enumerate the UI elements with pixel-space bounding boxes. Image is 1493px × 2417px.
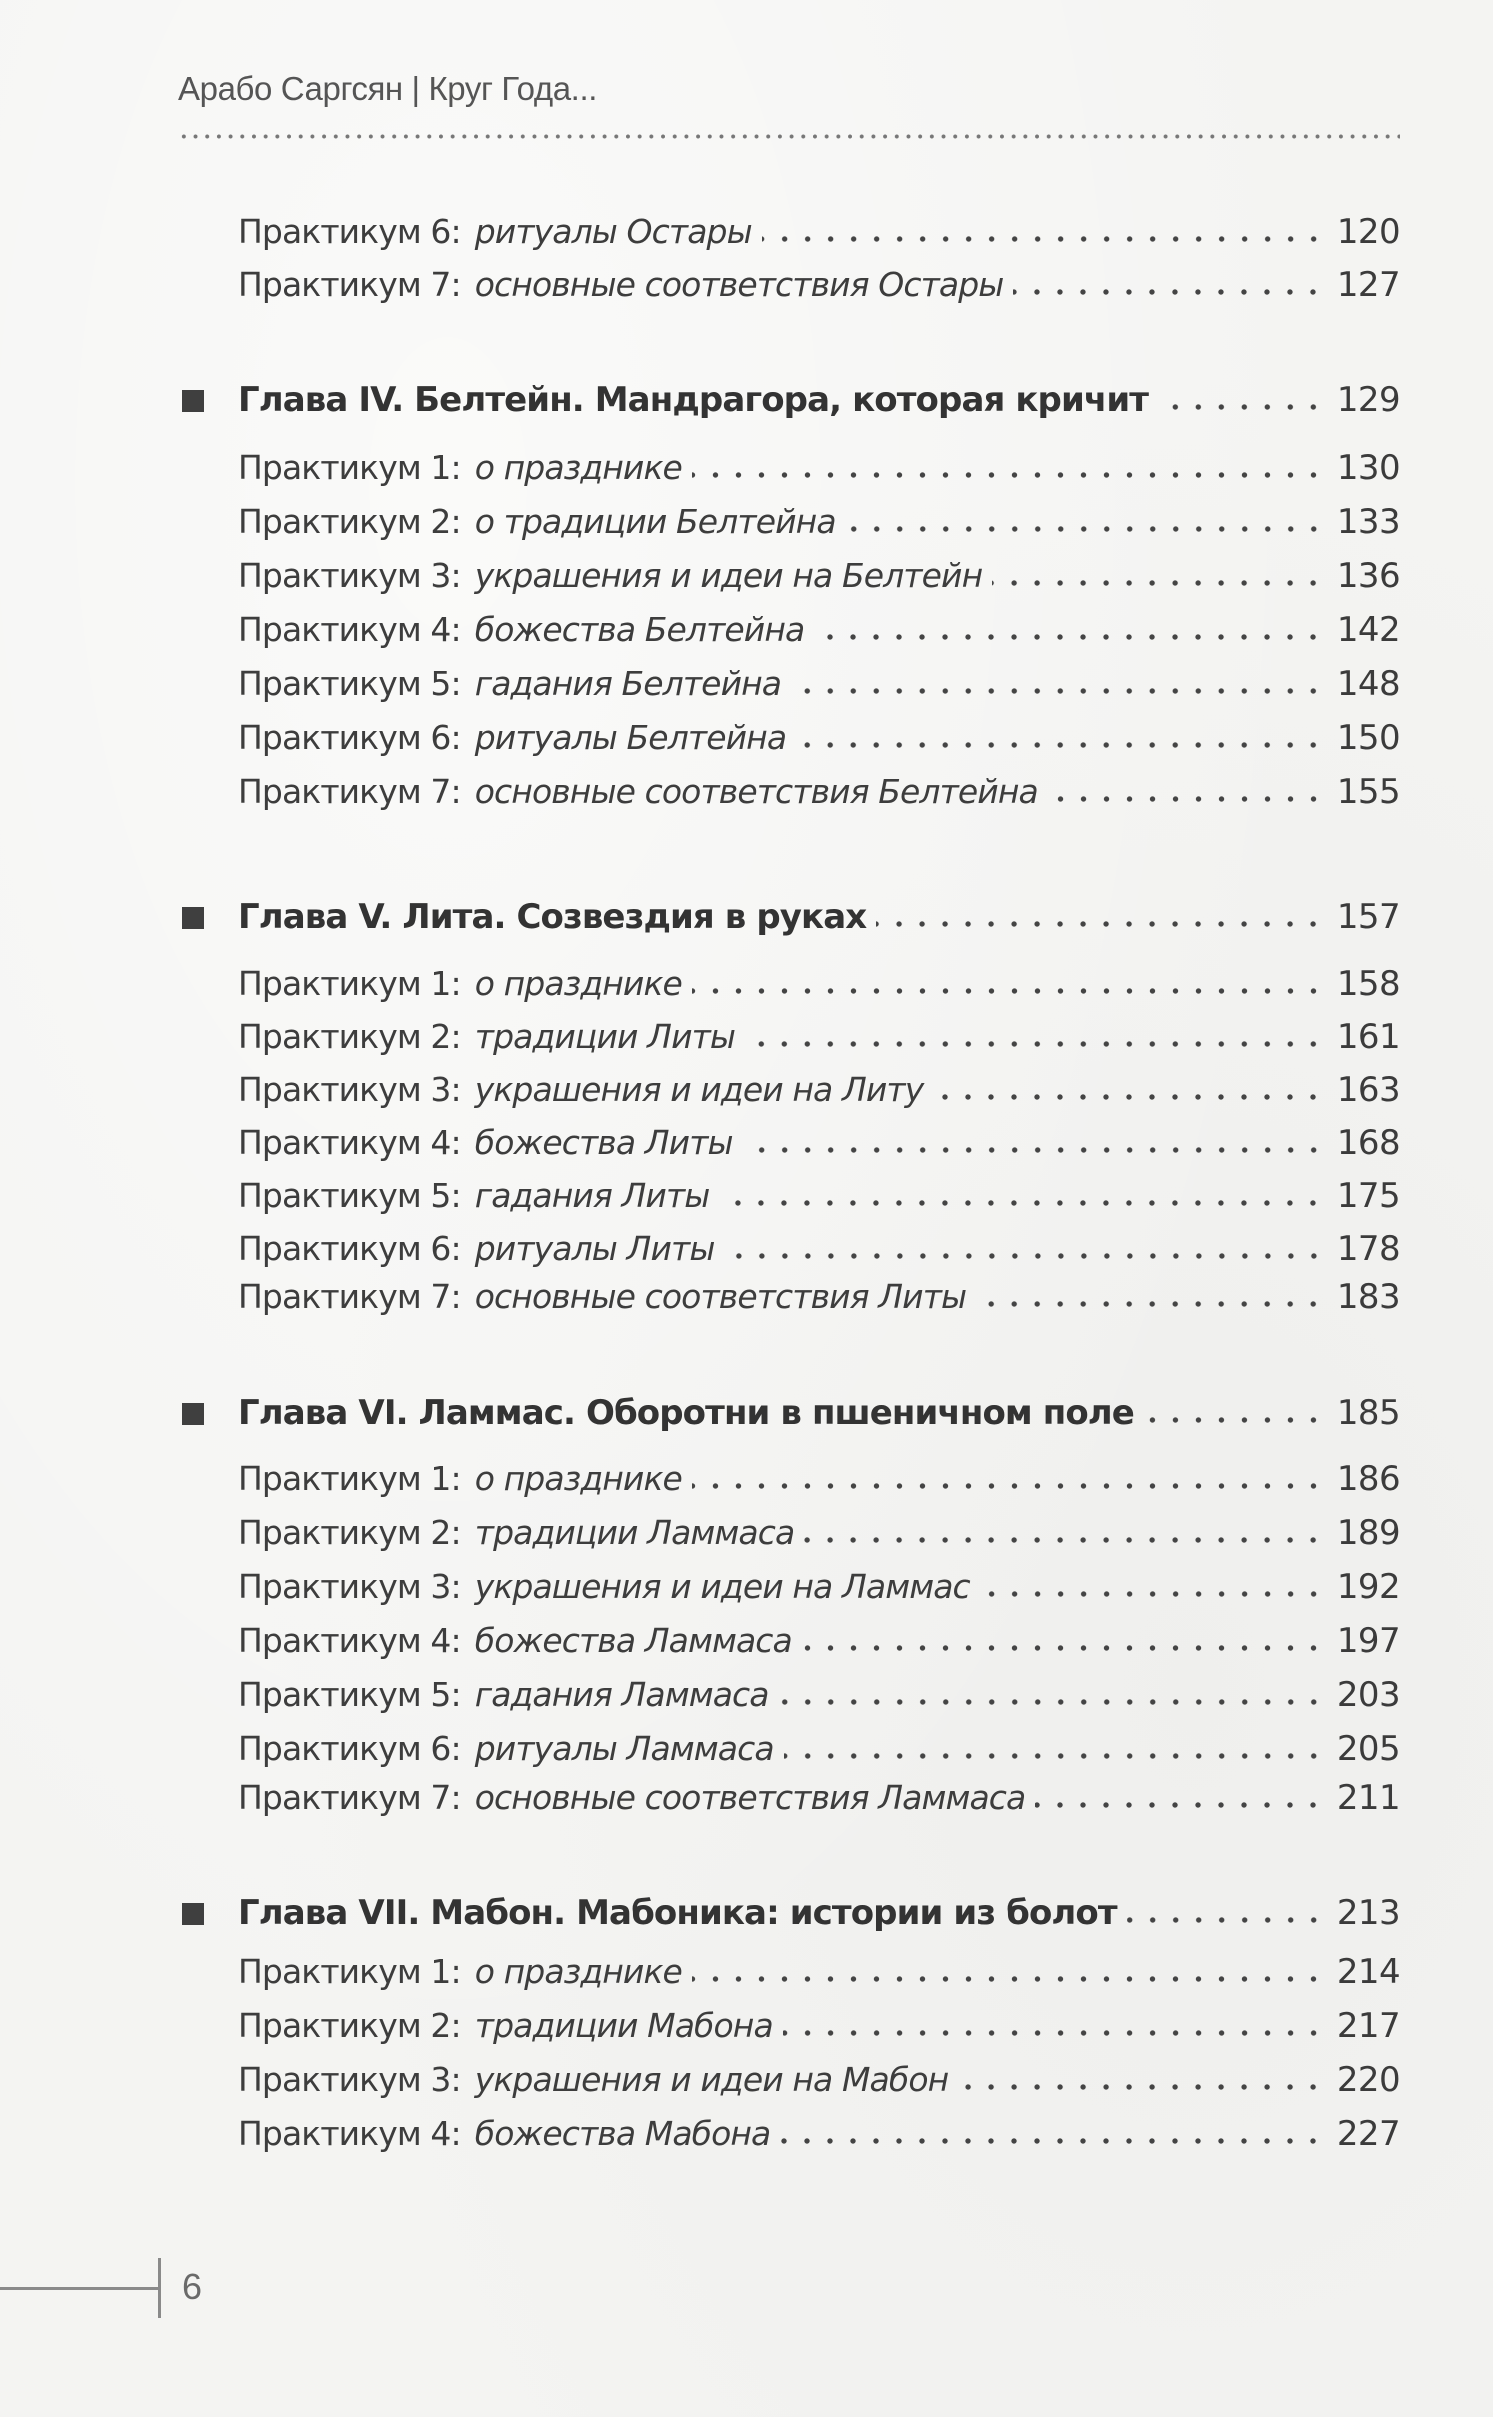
entry-page-number: 136: [1336, 556, 1400, 596]
dot-leader: [958, 2082, 1325, 2092]
entry-label: Практикум 3:: [238, 1070, 461, 1109]
entry-label: Практикум 4:: [238, 610, 461, 649]
toc-entry[interactable]: [238, 500, 1400, 544]
toc-entry[interactable]: [238, 1015, 1400, 1059]
entry-label: Практикум 5:: [238, 664, 461, 703]
square-bullet-icon: [182, 1903, 204, 1925]
dot-leader: [796, 740, 1325, 750]
toc-entry[interactable]: [238, 1776, 1400, 1820]
chapter-page-number: 185: [1336, 1393, 1400, 1433]
toc-chapter[interactable]: [238, 378, 1400, 422]
entry-page-number: 203: [1336, 1675, 1400, 1715]
entry-page-number: 178: [1336, 1229, 1400, 1269]
toc-entry[interactable]: [238, 1565, 1400, 1609]
entry-page-number: 211: [1336, 1778, 1400, 1818]
entry-title: ритуалы Остары: [474, 212, 752, 251]
entry-label: Практикум 2:: [238, 2006, 461, 2045]
entry-label: Практикум 2:: [238, 1017, 461, 1056]
entry-label: Практикум 7:: [238, 772, 461, 811]
entry-label: Практикум 1:: [238, 1459, 461, 1498]
entry-title: о празднике: [474, 1459, 682, 1498]
entry-title: украшения и идеи на Литу: [474, 1070, 924, 1109]
toc-entry[interactable]: [238, 1121, 1400, 1165]
entry-page-number: 217: [1336, 2006, 1400, 2046]
toc-entry[interactable]: [238, 2112, 1400, 2156]
toc-entry[interactable]: [238, 554, 1400, 598]
dot-leader: [846, 524, 1325, 534]
entry-page-number: 168: [1336, 1123, 1400, 1163]
toc-entry[interactable]: [238, 608, 1400, 652]
entry-label: Практикум 6:: [238, 212, 461, 251]
running-header: Арабо Саргсян | Круг Года...: [178, 70, 597, 107]
entry-label: Практикум 6:: [238, 718, 461, 757]
entry-page-number: 142: [1336, 610, 1400, 650]
dot-leader: [980, 1589, 1325, 1599]
entry-page-number: 148: [1336, 664, 1400, 704]
toc-entry[interactable]: [238, 1275, 1400, 1319]
dot-leader: [933, 1092, 1325, 1102]
entry-title: ритуалы Ламмаса: [474, 1729, 774, 1768]
chapter-page-number: 157: [1336, 897, 1400, 937]
entry-page-number: 158: [1336, 964, 1400, 1004]
dot-leader: [804, 1535, 1325, 1545]
toc-entry[interactable]: [238, 446, 1400, 490]
dot-leader: [1048, 794, 1325, 804]
chapter-title: Глава VI. Ламмас. Оборотни в пшеничном поле: [238, 1393, 1134, 1433]
entry-label: Практикум 3:: [238, 1567, 461, 1606]
dot-leader: [725, 1251, 1325, 1261]
dot-leader: [780, 2136, 1325, 2146]
entry-label: Практикум 3:: [238, 2060, 461, 2099]
dot-leader: [814, 632, 1325, 642]
entry-title: о празднике: [474, 1952, 682, 1991]
dot-leader: [1013, 287, 1324, 297]
entry-title: основные соответствия Ламмаса: [474, 1778, 1026, 1817]
toc-entry[interactable]: [238, 662, 1400, 706]
toc-entry[interactable]: [238, 1174, 1400, 1218]
toc-entry[interactable]: [238, 1727, 1400, 1771]
entry-title: божества Ламмаса: [474, 1621, 792, 1660]
square-bullet-icon: [182, 1403, 204, 1425]
chapter-title: Глава VII. Мабон. Мабоника: истории из болот: [238, 1893, 1117, 1933]
entry-page-number: 150: [1336, 718, 1400, 758]
entry-page-number: 197: [1336, 1621, 1400, 1661]
entry-title: о празднике: [474, 448, 682, 487]
folio-rule: [0, 2287, 160, 2290]
dot-leader: [784, 1751, 1325, 1761]
entry-page-number: 133: [1336, 502, 1400, 542]
entry-page-number: 227: [1336, 2114, 1400, 2154]
entry-page-number: 127: [1336, 265, 1400, 305]
dot-leader: [743, 1145, 1325, 1155]
dot-leader: [992, 578, 1325, 588]
toc-entry[interactable]: [238, 1950, 1400, 1994]
toc-entry[interactable]: [238, 263, 1400, 307]
entry-title: основные соответствия Белтейна: [474, 772, 1038, 811]
dot-leader: [692, 1974, 1325, 1984]
entry-label: Практикум 6:: [238, 1229, 461, 1268]
square-bullet-icon: [182, 390, 204, 412]
dot-leader: [779, 1697, 1325, 1707]
chapter-title: Глава IV. Белтейн. Мандрагора, которая кричит: [238, 380, 1149, 420]
toc-entry[interactable]: [238, 210, 1400, 254]
entry-page-number: 214: [1336, 1952, 1400, 1992]
dot-leader: [791, 686, 1325, 696]
toc-entry[interactable]: [238, 1673, 1400, 1717]
dot-leader: [745, 1039, 1325, 1049]
dot-leader: [762, 234, 1325, 244]
entry-label: Практикум 7:: [238, 1277, 461, 1316]
chapter-page-number: 213: [1336, 1893, 1400, 1933]
toc-entry[interactable]: [238, 770, 1400, 814]
entry-label: Практикум 7:: [238, 1778, 461, 1817]
toc-entry[interactable]: [238, 1511, 1400, 1555]
toc-entry[interactable]: [238, 1227, 1400, 1271]
entry-label: Практикум 1:: [238, 964, 461, 1003]
entry-label: Практикум 5:: [238, 1176, 461, 1215]
dot-leader: [719, 1198, 1324, 1208]
entry-title: о празднике: [474, 964, 682, 1003]
entry-title: божества Мабона: [474, 2114, 771, 2153]
dot-leader: [1035, 1800, 1325, 1810]
toc-entry[interactable]: [238, 1457, 1400, 1501]
entry-title: ритуалы Литы: [474, 1229, 715, 1268]
toc-chapter[interactable]: [238, 1391, 1400, 1435]
entry-label: Практикум 4:: [238, 1123, 461, 1162]
entry-title: гадания Ламмаса: [474, 1675, 769, 1714]
entry-label: Практикум 1:: [238, 448, 461, 487]
entry-title: гадания Белтейна: [474, 664, 782, 703]
entry-title: гадания Литы: [474, 1176, 710, 1215]
entry-title: основные соответствия Литы: [474, 1277, 967, 1316]
toc-entry[interactable]: [238, 962, 1400, 1006]
dot-leader: [1144, 1415, 1325, 1425]
entry-label: Практикум 2:: [238, 502, 461, 541]
entry-page-number: 175: [1336, 1176, 1400, 1216]
dot-leader: [876, 919, 1325, 929]
toc-entry[interactable]: [238, 2004, 1400, 2048]
entry-title: ритуалы Белтейна: [474, 718, 787, 757]
entry-label: Практикум 3:: [238, 556, 461, 595]
page-number: 6: [182, 2266, 203, 2307]
dot-leader: [783, 2028, 1325, 2038]
chapter-page-number: 129: [1336, 380, 1400, 420]
entry-label: Практикум 2:: [238, 1513, 461, 1552]
entry-page-number: 120: [1336, 212, 1400, 252]
entry-page-number: 186: [1336, 1459, 1400, 1499]
dot-leader: [692, 470, 1325, 480]
entry-label: Практикум 5:: [238, 1675, 461, 1714]
header-dotted-rule: [178, 134, 1400, 139]
entry-title: украшения и идеи на Белтейн: [474, 556, 983, 595]
entry-page-number: 192: [1336, 1567, 1400, 1607]
dot-leader: [692, 1481, 1325, 1491]
dot-leader: [692, 986, 1325, 996]
entry-label: Практикум 4:: [238, 2114, 461, 2153]
entry-page-number: 205: [1336, 1729, 1400, 1769]
dot-leader: [976, 1299, 1325, 1309]
entry-title: божества Белтейна: [474, 610, 805, 649]
toc-entry[interactable]: [238, 1068, 1400, 1112]
entry-title: традиции Литы: [474, 1017, 736, 1056]
toc-entry[interactable]: [238, 716, 1400, 760]
toc-chapter[interactable]: [238, 1891, 1400, 1935]
entry-title: украшения и идеи на Мабон: [474, 2060, 949, 2099]
entry-page-number: 155: [1336, 772, 1400, 812]
entry-page-number: 161: [1336, 1017, 1400, 1057]
entry-label: Практикум 4:: [238, 1621, 461, 1660]
dot-leader: [1158, 402, 1325, 412]
entry-label: Практикум 7:: [238, 265, 461, 304]
entry-page-number: 183: [1336, 1277, 1400, 1317]
entry-label: Практикум 1:: [238, 1952, 461, 1991]
entry-title: традиции Ламмаса: [474, 1513, 795, 1552]
entry-page-number: 220: [1336, 2060, 1400, 2100]
entry-title: божества Литы: [474, 1123, 733, 1162]
toc-entry[interactable]: [238, 2058, 1400, 2102]
entry-page-number: 130: [1336, 448, 1400, 488]
square-bullet-icon: [182, 907, 204, 929]
entry-title: украшения и идеи на Ламмас: [474, 1567, 970, 1606]
dot-leader: [802, 1643, 1325, 1653]
entry-page-number: 189: [1336, 1513, 1400, 1553]
entry-title: о традиции Белтейна: [474, 502, 836, 541]
entry-title: традиции Мабона: [474, 2006, 773, 2045]
dot-leader: [1127, 1915, 1325, 1925]
entry-label: Практикум 6:: [238, 1729, 461, 1768]
folio-tick: [158, 2258, 161, 2318]
entry-title: основные соответствия Остары: [474, 265, 1004, 304]
chapter-title: Глава V. Лита. Созвездия в руках: [238, 897, 867, 937]
entry-page-number: 163: [1336, 1070, 1400, 1110]
toc-entry[interactable]: [238, 1619, 1400, 1663]
toc-chapter[interactable]: [238, 895, 1400, 939]
